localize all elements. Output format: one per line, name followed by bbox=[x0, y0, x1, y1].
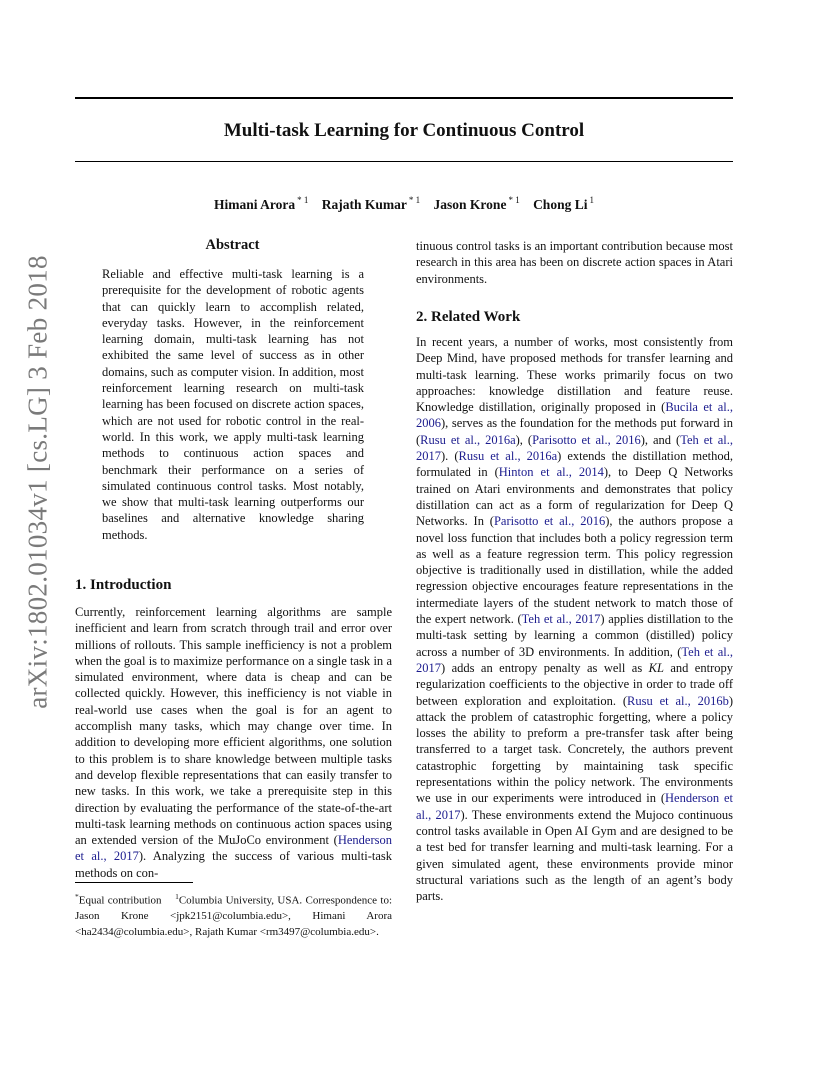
paragraph-text: ) attack the problem of catastrophic forgetting, where a policy losses the ability to preform a pre-transfer task after being transferred to a target task. Concretely, the authors prevent catastrophic forgetting by maintaining task specific representations within the policy network. The environments we use in our experiments were introduced in ( bbox=[416, 693, 733, 806]
author-affiliation-mark: 1 bbox=[589, 195, 594, 205]
citation-link[interactable]: Parisotto et al., 2016 bbox=[493, 514, 606, 529]
citation-link[interactable]: Bucila et al., 2006 bbox=[416, 400, 733, 431]
paper-title: Multi-task Learning for Continuous Control bbox=[223, 120, 585, 141]
footnote-rule bbox=[75, 882, 193, 883]
footnote bbox=[75, 889, 392, 940]
author-affiliation-mark: * 1 bbox=[297, 195, 309, 205]
author-name: Chong Li bbox=[533, 196, 588, 212]
author-name: Jason Krone bbox=[433, 196, 507, 212]
paragraph-text: ) adds an entropy penalty as well as bbox=[441, 660, 649, 675]
citation-link[interactable]: Rusu et al., 2016a bbox=[420, 432, 516, 447]
paragraph-text: ). Analyzing the success of various multi-task methods on con- bbox=[75, 849, 392, 880]
paragraph-text: In recent years, a number of works, most consistently from Deep Mind, have proposed methods for transfer learning and multi-task learning. These works primarily focus on two approaches: knowledge distillation and feature reuse. Knowledge distillation, originally proposed in ( bbox=[416, 335, 733, 415]
paragraph-text: ). These environments extend the Mujoco continuous control tasks available in Open AI Gym and are designed to be a test bed for transfer learning and multi-task learning. For a given simulated agent, these environments provide minor structural variations such as the length of an agent’s body parts. bbox=[416, 807, 733, 904]
citation-link[interactable]: Rusu et al., 2016a bbox=[458, 449, 558, 464]
abstract-heading: Abstract bbox=[205, 237, 260, 253]
citation-link[interactable]: Henderson et al., 2017 bbox=[75, 833, 392, 864]
footnote-mark: * bbox=[75, 892, 79, 901]
author-affiliation-mark: * 1 bbox=[408, 195, 421, 205]
related-work-heading: 2. Related Work bbox=[416, 309, 521, 325]
title-rule-bottom bbox=[75, 161, 733, 162]
citation-link[interactable]: Teh et al., 2017 bbox=[416, 432, 734, 464]
abstract-text: Reliable and effective multi-task learning is a prerequisite for the development of robotic agents that can quickly learn to accomplish related, everyday tasks. However, in the reinforcement learning domain, multi-task learning has not exhibited the same level of success as in other domains, such as computer vision. In addition, most reinforcement learning research on multi-task learning has been focused on discrete action spaces, which are not used for robotic control in the real-world. In this work, we apply multi-task learning methods to continuous action spaces and benchmark their performance on a series of simulated continuous control tasks. Most notably, we show that multi-task learning outperforms our baselines and alternative knowledge sharing methods. bbox=[102, 267, 364, 542]
citation-link[interactable]: Rusu et al., 2016b bbox=[627, 693, 729, 708]
paragraph-text: ). ( bbox=[441, 449, 459, 464]
author-name: Himani Arora bbox=[214, 196, 296, 212]
footnote-text: Columbia University, USA. Correspondence to: Jason Krone <jpk2151@columbia.edu>, Himani Arora <ha2434@columbia.edu>, Rajath Kumar <rm3497@columbia.edu>. bbox=[75, 894, 393, 938]
paragraph-text: ) extends the distillation method, formulated in ( bbox=[416, 449, 734, 480]
citation-link[interactable]: Henderson et al., 2017 bbox=[416, 791, 734, 822]
footnote-text: Equal contribution bbox=[78, 894, 162, 907]
paragraph-text: Currently, reinforcement learning algorithms are sample inefficient and learn from scratch through trail and error over millions of rollouts. This sample inefficiency is not a problem when the goal is to maximize performance on a single task in a simulated environment, where data is cheap and can be collected quickly. However, this inefficiency is not viable in real-world use cases when the goal is for an agent to accomplish many tasks, which may change over time. In addition to developing more efficient algorithms, one solution to this problem is to share knowledge between multiple tasks and develop flexible representations that can easily transfer to new tasks. In this work, we take a prerequisite step in this direction by evaluating the performance of the state-of-the-art multi-task learning methods on continuous action spaces using an extended version of the MuJoCo environment ( bbox=[75, 605, 392, 848]
author bbox=[533, 197, 594, 212]
introduction-continuation: tinuous control tasks is an important contribution because most research in this area has been on discrete action spaces in Atari environments. bbox=[416, 239, 733, 286]
introduction-paragraph bbox=[75, 604, 392, 881]
paragraph-text: ), serves as the foundation for the methods put forward in ( bbox=[416, 416, 733, 447]
introduction-heading: 1. Introduction bbox=[75, 577, 172, 593]
paragraph-text: ), and ( bbox=[640, 432, 681, 447]
citation-link[interactable]: Teh et al., 2017 bbox=[416, 644, 733, 675]
arxiv-identifier-stamp: arXiv:1802.01034v1 [cs.LG] 3 Feb 2018 bbox=[22, 255, 53, 709]
related-work-paragraph bbox=[416, 334, 733, 904]
math-symbol: KL bbox=[648, 660, 664, 675]
footnote-mark: 1 bbox=[175, 892, 179, 901]
paragraph-text: and entropy regularization coefficients to the objective in order to trade off between exploration and exploitation. ( bbox=[416, 660, 733, 708]
paragraph-text: ), the authors propose a novel loss function that includes both a policy regression term as well as a feature regression term. This policy regression objective is traditionally used in distillation, while the added regression objective encourages feature representations in the intermediate layers of the student network to match those of the expert network. ( bbox=[416, 514, 733, 627]
paragraph-text: ), ( bbox=[515, 432, 533, 447]
paragraph-text: ) applies distillation to the multi-task setting by learning a common (distilled) policy across a number of 3D environments. In addition, ( bbox=[416, 612, 733, 659]
title-rule-top bbox=[75, 97, 733, 99]
author bbox=[214, 197, 308, 212]
author-name: Rajath Kumar bbox=[321, 196, 407, 212]
author-list bbox=[75, 191, 733, 214]
author-affiliation-mark: * 1 bbox=[508, 195, 520, 205]
paragraph-text: ), to Deep Q Networks trained on Atari environments and demonstrates that policy distillation can act as a form of regularization for Deep Q Networks. In ( bbox=[416, 465, 733, 529]
author bbox=[434, 197, 520, 212]
citation-link[interactable]: Teh et al., 2017 bbox=[521, 612, 601, 627]
citation-link[interactable]: Parisotto et al., 2016 bbox=[532, 432, 641, 447]
author bbox=[322, 197, 420, 212]
citation-link[interactable]: Hinton et al., 2014 bbox=[498, 465, 604, 480]
